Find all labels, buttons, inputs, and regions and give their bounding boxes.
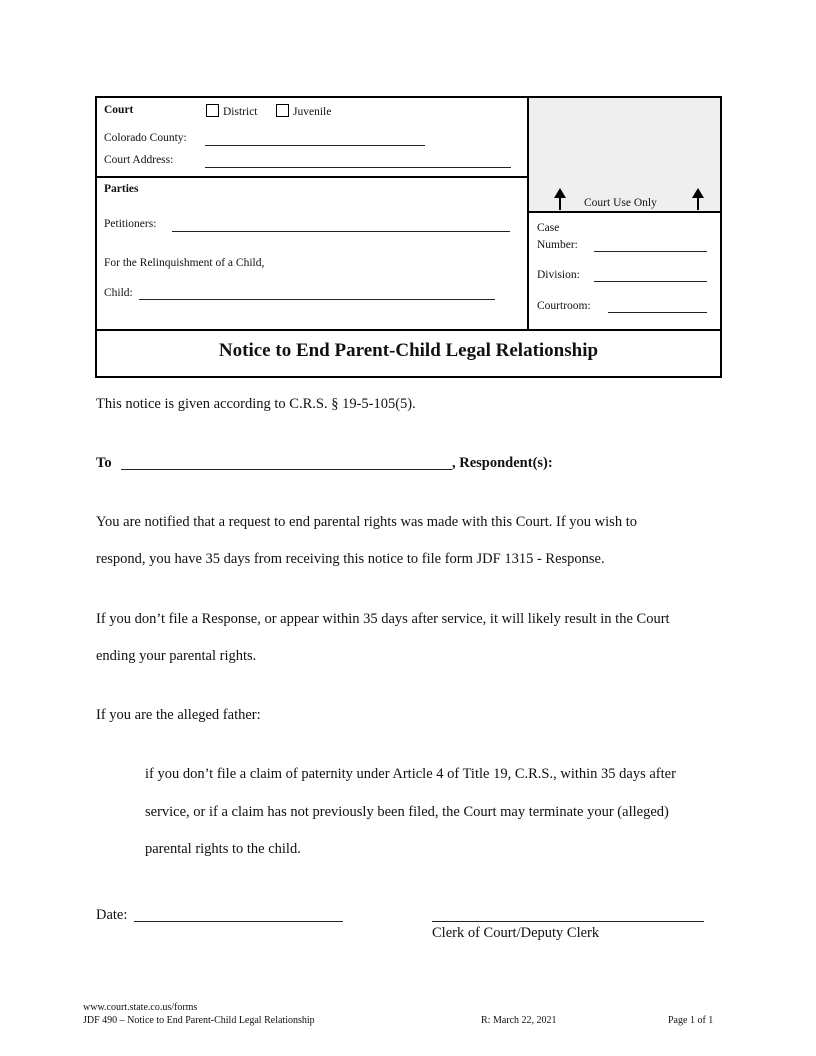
address-field[interactable] bbox=[205, 167, 511, 168]
court-use-only-label: Court Use Only bbox=[584, 197, 657, 209]
petitioners-label: Petitioners: bbox=[104, 218, 157, 230]
case-label: Case bbox=[537, 222, 560, 234]
respondent-label: , Respondent(s): bbox=[452, 455, 553, 471]
clerk-label: Clerk of Court/Deputy Clerk bbox=[432, 925, 600, 941]
case-number-field[interactable] bbox=[594, 251, 707, 252]
paragraph-text: service, or if a claim has not previously been filed, the Court may terminate your (alleged) bbox=[145, 804, 669, 820]
checkbox-icon[interactable] bbox=[206, 104, 219, 117]
courtroom-field[interactable] bbox=[608, 312, 707, 313]
paragraph-text: ending your parental rights. bbox=[96, 648, 257, 664]
intro-text: This notice is given according to C.R.S. § 19-5-105(5). bbox=[96, 396, 416, 412]
footer-form: JDF 490 – Notice to End Parent-Child Legal Relationship bbox=[83, 1015, 315, 1026]
paragraph-text: You are notified that a request to end parental rights was made with this Court. If you wish to bbox=[96, 514, 637, 530]
juvenile-label: Juvenile bbox=[293, 106, 332, 118]
child-label: Child: bbox=[104, 287, 133, 299]
district-label: District bbox=[223, 106, 258, 118]
relinquishment-label: For the Relinquishment of a Child, bbox=[104, 257, 265, 269]
division-label: Division: bbox=[537, 269, 580, 281]
county-label: Colorado County: bbox=[104, 132, 187, 144]
division-field[interactable] bbox=[594, 281, 707, 282]
date-field[interactable] bbox=[134, 921, 343, 922]
county-field[interactable] bbox=[205, 145, 425, 146]
courtroom-label: Courtroom: bbox=[537, 300, 591, 312]
divider bbox=[527, 97, 529, 331]
juvenile-checkbox[interactable] bbox=[276, 104, 331, 118]
petitioners-field[interactable] bbox=[172, 231, 510, 232]
divider bbox=[528, 211, 721, 213]
footer-url: www.court.state.co.us/forms bbox=[83, 1002, 198, 1013]
paragraph-text: parental rights to the child. bbox=[145, 841, 301, 857]
paragraph-text: If you are the alleged father: bbox=[96, 707, 261, 723]
address-label: Court Address: bbox=[104, 154, 174, 166]
parties-label: Parties bbox=[104, 183, 139, 195]
court-label: Court bbox=[104, 104, 134, 116]
respondent-field[interactable] bbox=[121, 469, 452, 470]
paragraph-text: If you don’t file a Response, or appear within 35 days after service, it will likely result in the Court bbox=[96, 611, 670, 627]
child-field[interactable] bbox=[139, 299, 495, 300]
footer-page: Page 1 of 1 bbox=[668, 1015, 714, 1026]
footer-revision: R: March 22, 2021 bbox=[481, 1015, 557, 1026]
divider bbox=[96, 176, 528, 178]
paragraph-text: if you don’t file a claim of paternity under Article 4 of Title 19, C.R.S., within 35 days after bbox=[145, 766, 676, 782]
case-number-label: Number: bbox=[537, 239, 578, 251]
district-checkbox[interactable] bbox=[206, 104, 258, 118]
arrow-up-icon bbox=[697, 196, 699, 210]
paragraph-text: respond, you have 35 days from receiving this notice to file form JDF 1315 - Response. bbox=[96, 551, 605, 567]
clerk-signature-field[interactable] bbox=[432, 921, 704, 922]
date-label: Date: bbox=[96, 907, 128, 923]
to-label: To bbox=[96, 455, 112, 471]
arrow-up-icon bbox=[559, 196, 561, 210]
page-title: Notice to End Parent-Child Legal Relationship bbox=[218, 340, 599, 361]
divider bbox=[96, 329, 721, 331]
checkbox-icon[interactable] bbox=[276, 104, 289, 117]
